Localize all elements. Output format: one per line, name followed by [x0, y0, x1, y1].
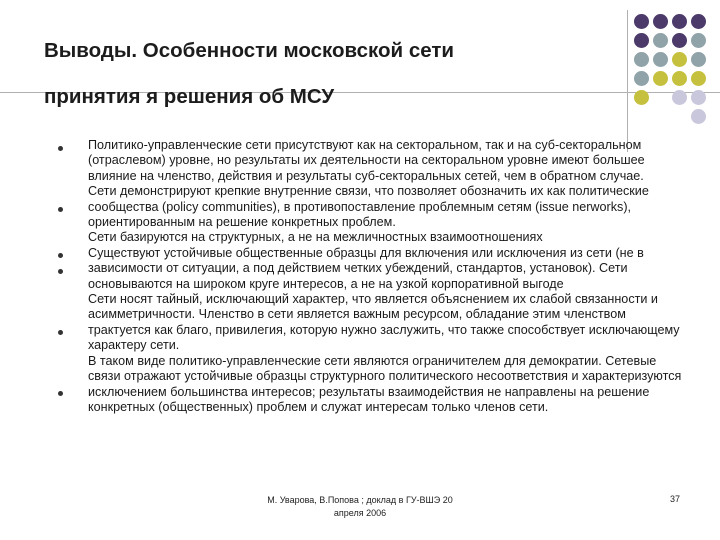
decor-dot	[634, 90, 649, 105]
decor-vertical-line	[627, 10, 628, 152]
decor-dot	[653, 14, 668, 29]
page-number: 37	[669, 494, 680, 504]
footer-line-2: апреля 2006	[333, 508, 387, 518]
decor-dot	[691, 14, 706, 29]
decor-dot	[672, 52, 687, 67]
decor-dot	[653, 33, 668, 48]
decor-dot	[653, 71, 668, 86]
list-item: Сети носят тайный, исключающий характер, что является объяснением их слабой связанности и асимметричности. Членство в сети является важным ресурсом, обладание этим членством трактуется как благо, привилегия, которую нужно заслужить, что также способствует исключающему характеру сети.	[88, 292, 680, 353]
slide-footer	[240, 494, 480, 520]
slide-title-line-1: Выводы. Особенности московской сети	[44, 39, 455, 62]
list-item: Политико-управленческие сети присутствуют как на секторальном, так и на суб-секторальном (отраслевом) уровне, но результаты их деятельности на секторальном уровне имеют большее влияние на членство, действия и результаты суб-секторальных сетей, чем в обратном случае.	[88, 138, 645, 183]
decor-dot	[691, 109, 706, 124]
bullet-list	[88, 138, 688, 415]
decor-dot	[691, 33, 706, 48]
bullet-icon	[58, 391, 63, 396]
decor-dot	[672, 33, 687, 48]
bullet-icon	[58, 269, 63, 274]
bullet-icon	[58, 207, 63, 212]
list-item: Существуют устойчивые общественные образцы для включения или исключения из сети (не в зависимости от ситуации, а под действием четких убеждений, стандартов, установок). Сети основываются на широком круге интересов, а не на узкой корпоративной выгоде	[88, 245, 644, 291]
bullet-icon	[58, 146, 63, 151]
list-item: Сети базируются на структурных, а не на межличностных взаимоотношениях	[88, 230, 543, 245]
decor-dot	[672, 14, 687, 29]
decor-dot	[691, 71, 706, 86]
slide-title-line-2: принятия я решения об МСУ	[44, 85, 335, 108]
decor-dot	[634, 71, 649, 86]
list-item: Сети демонстрируют крепкие внутренние связи, что позволяет обозначить их как политические сообщества (policy communities), в противопоставление проблемным сетям (issue nerworks), ориентированным на решение конкретных проблем.	[88, 184, 649, 230]
decor-dot	[634, 14, 649, 29]
bullet-icon	[58, 330, 63, 335]
list-item: В таком виде политико-управленческие сети являются ограничителем для демократии. Сетевые связи отражают устойчивые образцы структурного политического несоответствия и характеризуются исключением большинства интересов; результаты взаимодействия не направлены на решение конкретных (общественных) проблем и служат интересам только членов сети.	[88, 353, 682, 414]
decor-dot	[634, 52, 649, 67]
bullet-icon	[58, 253, 63, 258]
slide-title	[44, 28, 584, 120]
decor-dot	[691, 90, 706, 105]
footer-line-1: М. Уварова, В.Попова ; доклад в ГУ-ВШЭ 20	[267, 495, 453, 505]
decor-dot	[672, 90, 687, 105]
decor-dot	[691, 52, 706, 67]
decor-dot	[672, 71, 687, 86]
decor-dot	[653, 52, 668, 67]
decor-dot	[634, 33, 649, 48]
